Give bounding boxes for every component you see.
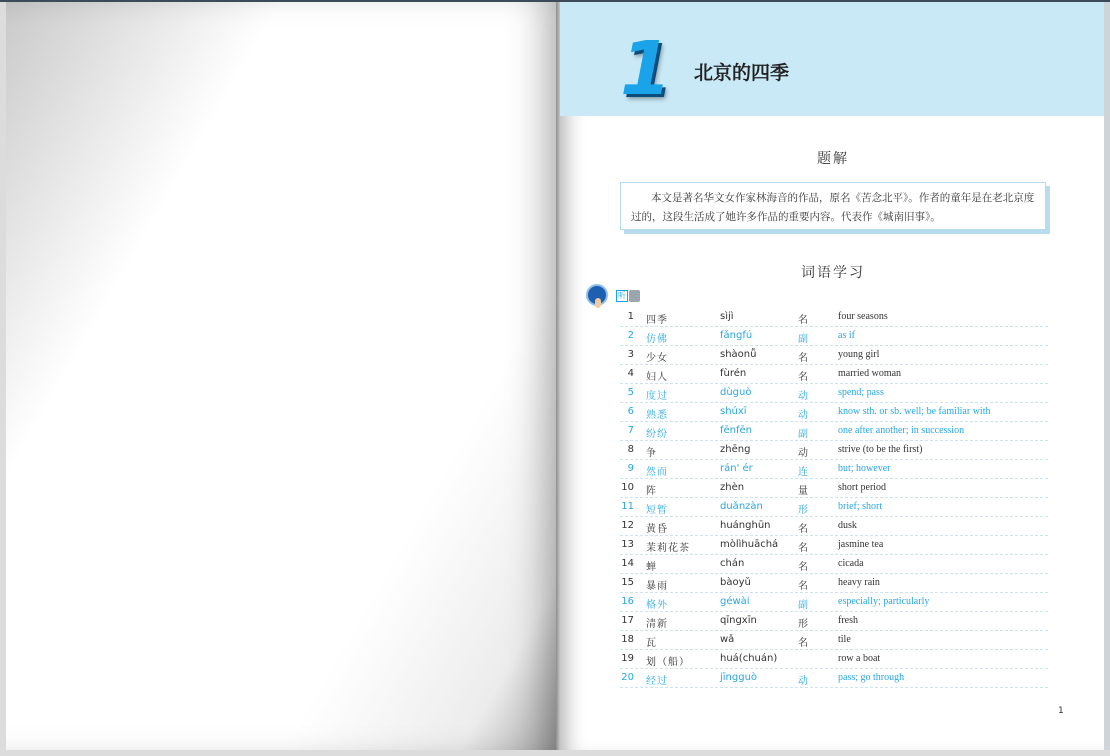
vocab-english: fresh — [838, 615, 858, 626]
vocab-pinyin: jīngguò — [720, 672, 758, 683]
vocab-row — [620, 650, 1048, 669]
vocab-word: 少女 — [646, 353, 668, 364]
vocab-pinyin: fùrén — [720, 368, 747, 379]
vocab-number: 7 — [627, 425, 634, 436]
vocab-word: 阵 — [646, 486, 657, 497]
vocab-word: 瓦 — [646, 638, 657, 649]
vocab-pinyin: chán — [720, 558, 745, 569]
vocab-part-of-speech: 动 — [798, 391, 808, 402]
vocab-word: 短暂 — [646, 505, 668, 516]
vocab-english: one after another; in succession — [838, 425, 965, 436]
audio-icon[interactable]: 听 — [618, 291, 626, 300]
vocab-pinyin: shúxī — [720, 406, 747, 417]
vocab-number: 19 — [621, 653, 634, 664]
vocab-row — [620, 612, 1048, 631]
vocab-row — [620, 669, 1048, 688]
vocab-part-of-speech: 名 — [798, 562, 808, 573]
vocab-word: 黄昏 — [646, 524, 668, 535]
vocab-number: 11 — [621, 501, 634, 512]
vocab-part-of-speech: 名 — [798, 638, 808, 649]
vocab-english: short period — [838, 482, 887, 493]
page-number: 1 — [1058, 706, 1064, 716]
vocab-part-of-speech: 连 — [798, 467, 808, 478]
vocab-word: 争 — [646, 448, 657, 459]
vocab-row — [620, 422, 1048, 441]
vocab-list — [620, 308, 1048, 688]
vocab-english: but; however — [838, 463, 891, 474]
vocab-pinyin: shàonǚ — [720, 349, 757, 360]
right-page — [560, 2, 1104, 750]
vocab-pinyin: rán' ér — [720, 463, 753, 474]
vocab-part-of-speech: 量 — [798, 486, 808, 497]
page-edge — [1104, 2, 1110, 750]
vocab-number: 20 — [621, 672, 634, 683]
vocab-part-of-speech: 副 — [798, 334, 808, 345]
vocab-row — [620, 555, 1048, 574]
vocab-row — [620, 460, 1048, 479]
audio-play-button[interactable] — [586, 284, 608, 306]
vocab-number: 15 — [621, 577, 634, 588]
vocab-pinyin: qīngxīn — [720, 615, 757, 626]
vocab-pinyin: huá(chuán) — [720, 653, 778, 664]
vocab-english: married woman — [838, 368, 902, 379]
vocab-pinyin: zhēng — [720, 444, 751, 455]
vocab-number: 14 — [621, 558, 634, 569]
vocab-part-of-speech: 动 — [798, 448, 808, 459]
vocab-part-of-speech: 形 — [798, 505, 808, 516]
vocab-part-of-speech: 动 — [798, 676, 808, 687]
vocab-word: 经过 — [646, 676, 668, 687]
vocab-row — [620, 536, 1048, 555]
vocab-english: know sth. or sb. well; be familiar with — [838, 406, 991, 417]
vocab-english: tile — [838, 634, 851, 645]
vocab-number: 16 — [621, 596, 634, 607]
vocab-number: 8 — [627, 444, 634, 455]
vocab-part-of-speech: 动 — [798, 410, 808, 421]
vocab-english: spend; pass — [838, 387, 884, 398]
vocab-number: 18 — [621, 634, 634, 645]
vocab-part-of-speech: 名 — [798, 543, 808, 554]
vocab-word: 四季 — [646, 315, 668, 326]
vocab-english: heavy rain — [838, 577, 880, 588]
vocab-row — [620, 517, 1048, 536]
vocab-row — [620, 441, 1048, 460]
vocab-english: as if — [838, 330, 855, 341]
vocab-row — [620, 593, 1048, 612]
vocab-number: 5 — [627, 387, 634, 398]
vocab-pinyin: bàoyǔ — [720, 577, 751, 588]
vocab-pinyin: géwài — [720, 596, 750, 607]
vocab-number: 6 — [627, 406, 634, 417]
vocab-english: dusk — [838, 520, 857, 531]
speaker-icon[interactable] — [629, 290, 640, 302]
vocab-part-of-speech: 名 — [798, 315, 808, 326]
vocab-word: 蝉 — [646, 562, 657, 573]
vocab-pinyin: wǎ — [720, 634, 735, 645]
vocab-row — [620, 327, 1048, 346]
vocab-row — [620, 365, 1048, 384]
vocab-word: 仿佛 — [646, 334, 668, 345]
vocab-part-of-speech: 名 — [798, 524, 808, 535]
vocab-pinyin: mòlìhuāchá — [720, 539, 779, 550]
vocab-row — [620, 308, 1048, 327]
intro-box — [620, 182, 1046, 230]
vocab-row — [620, 346, 1048, 365]
vocab-number: 4 — [627, 368, 634, 379]
vocab-number: 3 — [627, 349, 634, 360]
vocab-word: 妇人 — [646, 372, 668, 383]
vocab-english: especially; particularly — [838, 596, 930, 607]
lesson-number: 1 — [620, 26, 672, 112]
vocab-row — [620, 403, 1048, 422]
vocab-number: 17 — [621, 615, 634, 626]
vocab-english: four seasons — [838, 311, 888, 322]
vocab-word: 清新 — [646, 619, 668, 630]
vocab-word: 划（船） — [646, 657, 690, 668]
vocab-row — [620, 384, 1048, 403]
vocab-pinyin: sìjì — [720, 311, 734, 322]
vocab-row — [620, 631, 1048, 650]
lesson-title: 北京的四季 — [694, 62, 790, 84]
vocab-number: 2 — [627, 330, 634, 341]
vocab-heading: 词语学习 — [801, 265, 865, 281]
vocab-pinyin: fǎngfú — [720, 330, 753, 341]
vocab-word: 然而 — [646, 467, 668, 478]
intro-text: 本文是著名华文女作家林海音的作品，原名《苦念北平》。作者的童年是在老北京度过的，这段生活成了她许多作品的重要内容。代表作《城南旧事》。 — [631, 192, 1035, 223]
vocab-pinyin: huánghūn — [720, 520, 771, 531]
vocab-word: 茉莉花茶 — [646, 543, 690, 554]
vocab-english: brief; short — [838, 501, 883, 512]
vocab-number: 1 — [627, 311, 634, 322]
vocab-english: strive (to be the first) — [838, 444, 923, 455]
vocab-word: 纷纷 — [646, 429, 668, 440]
left-page-blank — [6, 2, 558, 750]
vocab-number: 9 — [627, 463, 634, 474]
vocab-word: 熟悉 — [646, 410, 668, 421]
lesson-banner — [560, 2, 1104, 116]
vocab-english: row a boat — [838, 653, 881, 664]
vocab-english: young girl — [838, 349, 880, 360]
intro-heading: 题解 — [817, 151, 849, 167]
vocab-english: pass; go through — [838, 672, 905, 683]
vocab-number: 10 — [621, 482, 634, 493]
vocab-english: cicada — [838, 558, 864, 569]
vocab-part-of-speech: 形 — [798, 619, 808, 630]
vocab-pinyin: fēnfēn — [720, 425, 753, 436]
vocab-part-of-speech: 名 — [798, 372, 808, 383]
vocab-row — [620, 479, 1048, 498]
vocab-part-of-speech: 名 — [798, 581, 808, 592]
vocab-word: 度过 — [646, 391, 668, 402]
vocab-pinyin: duǎnzàn — [720, 501, 763, 512]
vocab-part-of-speech: 副 — [798, 600, 808, 611]
vocab-number: 12 — [621, 520, 634, 531]
vocab-english: jasmine tea — [838, 539, 884, 550]
vocab-part-of-speech: 副 — [798, 429, 808, 440]
vocab-row — [620, 498, 1048, 517]
vocab-pinyin: zhèn — [720, 482, 745, 493]
vocab-part-of-speech: 名 — [798, 353, 808, 364]
vocab-word: 暴雨 — [646, 581, 668, 592]
vocab-word: 格外 — [646, 600, 668, 611]
vocab-row — [620, 574, 1048, 593]
vocab-pinyin: dùguò — [720, 387, 752, 398]
vocab-number: 13 — [621, 539, 634, 550]
